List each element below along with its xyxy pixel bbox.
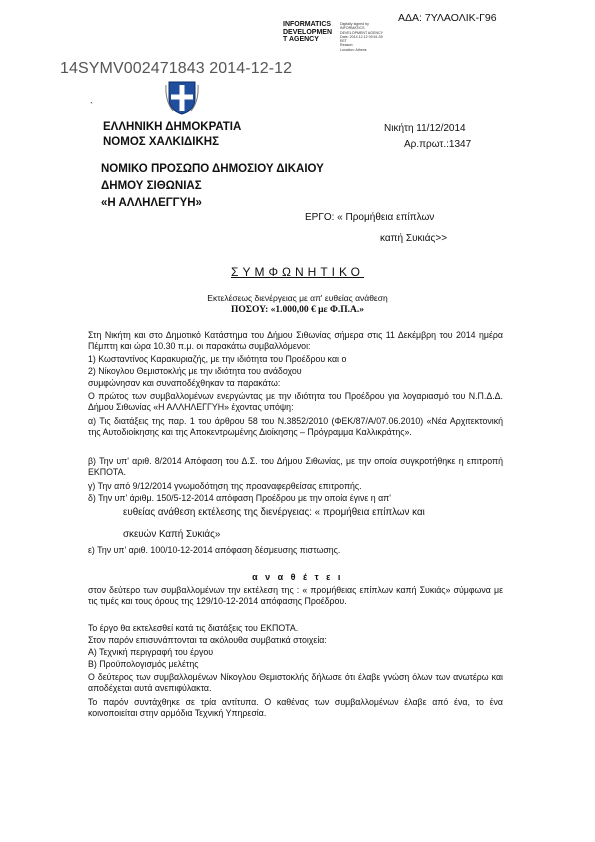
project-line1: ΕΡΓΟ: « Προμήθεια επίπλων	[305, 212, 435, 223]
agreed-line: συμφώνησαν και συναποδέχθηκαν τα παρακάτω:	[88, 378, 281, 388]
greek-coat-of-arms-icon	[165, 79, 199, 116]
second-party-paragraph: Ο δεύτερος των συμβαλλομένων Νίκογλου Θεμιστοκλής δήλωσε ότι έλαβε γνώση όλων των ανωτέρω και αποδέχεται αυτά ανεπιφύλακτα.	[88, 672, 503, 694]
attachment-a: Α) Τεχνική περιγραφή του έργου	[88, 647, 214, 657]
digital-signature-org: INFORMATICS DEVELOPMEN T AGENCY	[283, 21, 333, 43]
party-2: 2) Νίκογλου Θεμιστοκλής με την ιδιότητα του ανάδοχου	[88, 366, 302, 376]
party-1: 1) Κωσταντίνος Καρακυριαζής, με την ιδιότητα του Προέδρου και ο	[88, 354, 347, 364]
stray-mark: `	[90, 101, 93, 111]
assigns-heading: α ν α θ έ τ ε ι	[252, 572, 343, 582]
first-party-paragraph: Ο πρώτος των συμβαλλομένων ενεργώντας με την ιδιότητα του Προέδρου για λογαριασμό του Ν.Π.Δ.Δ. Δήμου Σιθωνίας «Η ΑΛΛΗΛΕΓΓΥΗ» έχοντας υπόψη:	[88, 391, 503, 413]
digital-signature-details	[340, 22, 400, 52]
entity-name-line1: ΝΟΜΙΚΟ ΠΡΟΣΩΠΟ ΔΗΜΟΣΙΟΥ ΔΙΚΑΙΟΥ	[101, 163, 324, 175]
sig-detail: INFORMATICS	[340, 26, 365, 31]
project-line2: καπή Συκιάς>>	[380, 233, 448, 244]
item-a: α) Τις διατάξεις της παρ. 1 του άρθρου 58 του Ν.3852/2010 (ΦΕΚ/87/Α/07.06.2010) «Νέα Αρχιτεκτονική της Αυτοδιοίκησης και της Αποκεντρωμένης Διοίκησης – Πρόγραμμα Καλλικράτης».	[88, 416, 503, 438]
intro-paragraph: Στη Νικήτη και στο Δημοτικό Κατάστημα του Δήμου Σιθωνίας σήμερα στις 11 Δεκέμβρη του 2014 ημέρα Πέμπτη και ώρα 10.30 π.μ. οι παρακάτω συμβαλλόμενοι:	[88, 330, 503, 352]
sig-detail: Date: 2014.12.12 09:51:39	[340, 34, 383, 39]
prefecture-heading: ΝΟΜΟΣ ΧΑΛΚΙΔΙΚΗΣ	[103, 136, 219, 148]
item-d-line3: σκευών Καπή Συκιάς»	[123, 529, 221, 540]
item-c: γ) Την από 9/12/2014 γνωμοδότηση της προαναφερθείσας επιτροπής.	[88, 481, 362, 491]
entity-name-line2: ΔΗΜΟΥ ΣΙΘΩΝΙΑΣ	[101, 180, 202, 192]
item-d-line2: ευθείας ανάθεση εκτέλεσης της διενέργειας: « προμήθεια επίπλων και	[123, 507, 425, 518]
document-amount: ΠΟΣΟΥ: «1.000,00 € με Φ.Π.Α.»	[231, 305, 364, 315]
entity-name-line3: «Η ΑΛΛΗΛΕΓΓΥΗ»	[101, 197, 202, 209]
attachment-b: Β) Προϋπολογισμός μελέτης	[88, 659, 199, 669]
protocol-number: Αρ.πρωτ.:1347	[404, 139, 472, 150]
document-title: ΣΥΜΦΩΝΗΤΙΚΟ	[231, 265, 364, 279]
sig-detail: Reason:	[340, 43, 354, 48]
ada-code: ΑΔΑ: 7ΥΛΑΟΛΙΚ-Γ96	[398, 12, 497, 24]
item-d: δ) Την υπ' άριθμ. 150/5-12-2014 απόφαση Προέδρου με την οποία έγινε η απ'	[88, 493, 391, 503]
copies-paragraph: Το παρόν συντάχθηκε σε τρία αντίτυπα. Ο καθένας των συμβαλλομένων έλαβε από ένα, το ένα κοινοποιείται στην αρμόδια Τεχνική Υπηρεσία.	[88, 697, 503, 719]
place-date: Νικήτη 11/12/2014	[384, 123, 466, 134]
attachments-line: Στον παρόν επισυνάπτονται τα ακόλουθα συμβατικά στοιχεία:	[88, 635, 327, 645]
document-stamp: 14SYMV002471843 2014-12-12	[60, 60, 293, 77]
republic-heading: ΕΛΛΗΝΙΚΗ ΔΗΜΟΚΡΑΤΙΑ	[103, 121, 242, 133]
assign-paragraph: στον δεύτερο των συμβαλλομένων την εκτέλεση της : « προμήθειας επίπλων καπή Συκιάς» σύμφωνα με τις τιμές και τους όρους της 129/10-12-2014 απόφασης Προέδρου.	[88, 585, 503, 607]
sig-detail: Digitally signed by	[340, 22, 369, 26]
document-subtitle: Εκτελέσεως διενέργειας με απ' ευθείας ανάθεση	[207, 293, 388, 303]
item-b: β) Την υπ' αριθ. 8/2014 Απόφαση του Δ.Σ. του Δήμου Σιθωνίας, με την οποία συγκροτήθηκε η επιτροπή ΕΚΠΟΤΑ.	[88, 456, 503, 478]
item-e: ε) Την υπ' αριθ. 100/10-12-2014 απόφαση δέσμευσης πιστωσης.	[88, 545, 341, 555]
sig-detail: EET	[340, 39, 347, 44]
sig-detail: DEVELOPMENT AGENCY	[340, 30, 384, 35]
execution-line: Το έργο θα εκτελεσθεί κατά τις διατάξεις του ΕΚΠΟΤΑ.	[88, 623, 299, 633]
sig-detail: Location: Athens	[340, 47, 367, 52]
